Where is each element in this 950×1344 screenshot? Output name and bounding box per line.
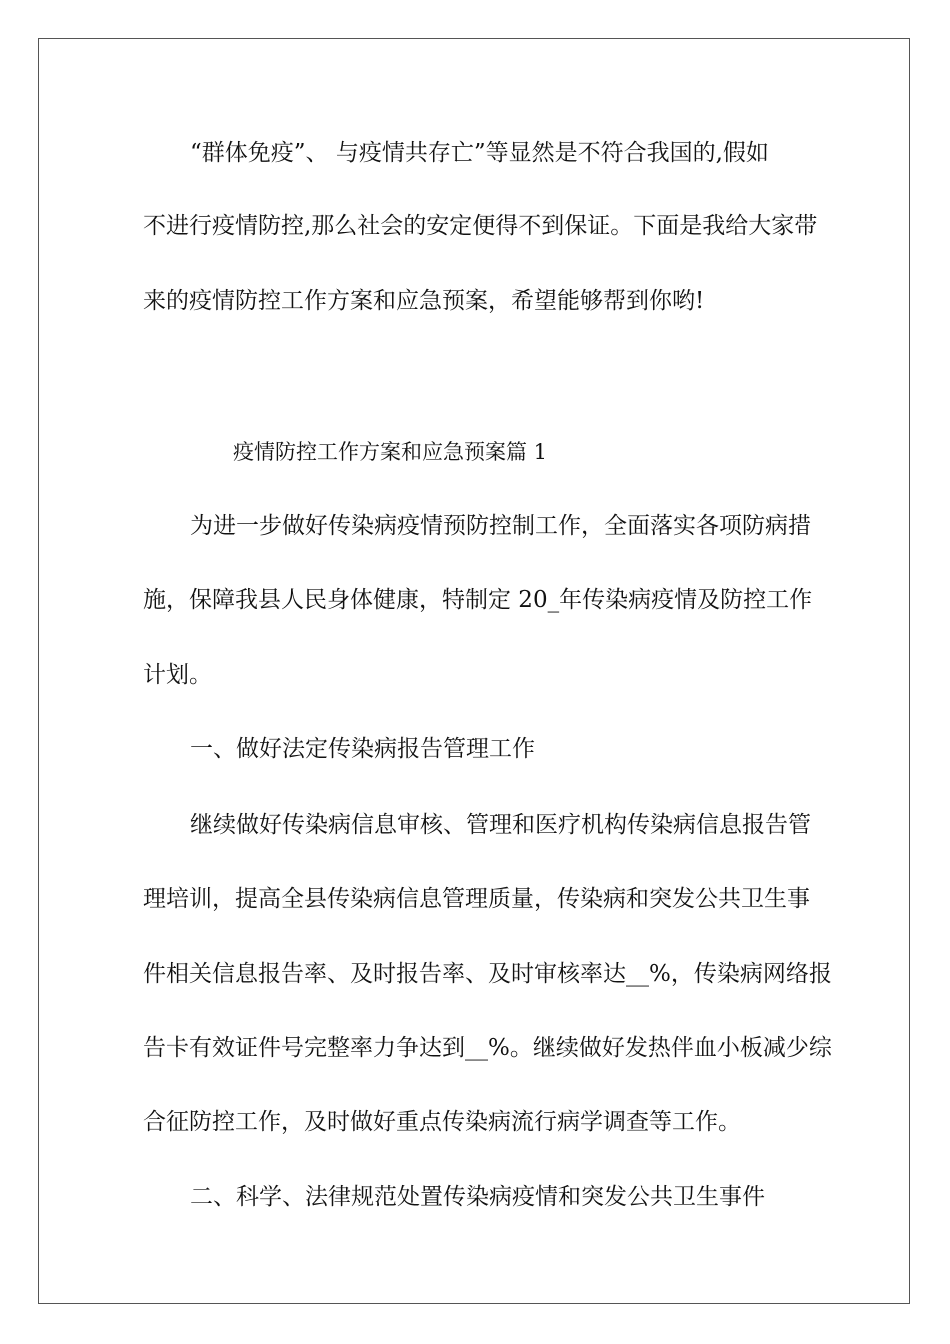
para2-line-4: 告卡有效证件号完整率力争达到__%。继续做好发热伴血小板减少综 [143,1035,832,1061]
section-title: 疫情防控工作方案和应急预案篇 1 [233,440,548,464]
intro-line-1: “群体免疫”、 与疫情共存亡”等显然是不符合我国的,假如 [190,140,769,166]
para1-line-2: 施，保障我县人民身体健康，特制定 20_年传染病疫情及防控工作 [143,587,813,613]
intro-line-2: 不进行疫情防控,那么社会的安定便得不到保证。下面是我给大家带 [143,213,818,239]
heading-1: 一、做好法定传染病报告管理工作 [190,736,535,762]
intro-line-3: 来的疫情防控工作方案和应急预案，希望能够帮到你哟! [143,288,705,314]
para2-line-5: 合征防控工作，及时做好重点传染病流行病学调查等工作。 [143,1109,741,1135]
para2-line-3: 件相关信息报告率、及时报告率、及时审核率达__%，传染病网络报 [143,961,832,987]
heading-2: 二、科学、法律规范处置传染病疫情和突发公共卫生事件 [190,1184,765,1210]
para1-line-3: 计划。 [143,662,212,688]
para2-line-1: 继续做好传染病信息审核、管理和医疗机构传染病信息报告管 [190,812,811,838]
para1-line-1: 为进一步做好传染病疫情预防控制工作，全面落实各项防病措 [190,513,811,539]
para2-line-2: 理培训，提高全县传染病信息管理质量，传染病和突发公共卫生事 [143,886,810,912]
